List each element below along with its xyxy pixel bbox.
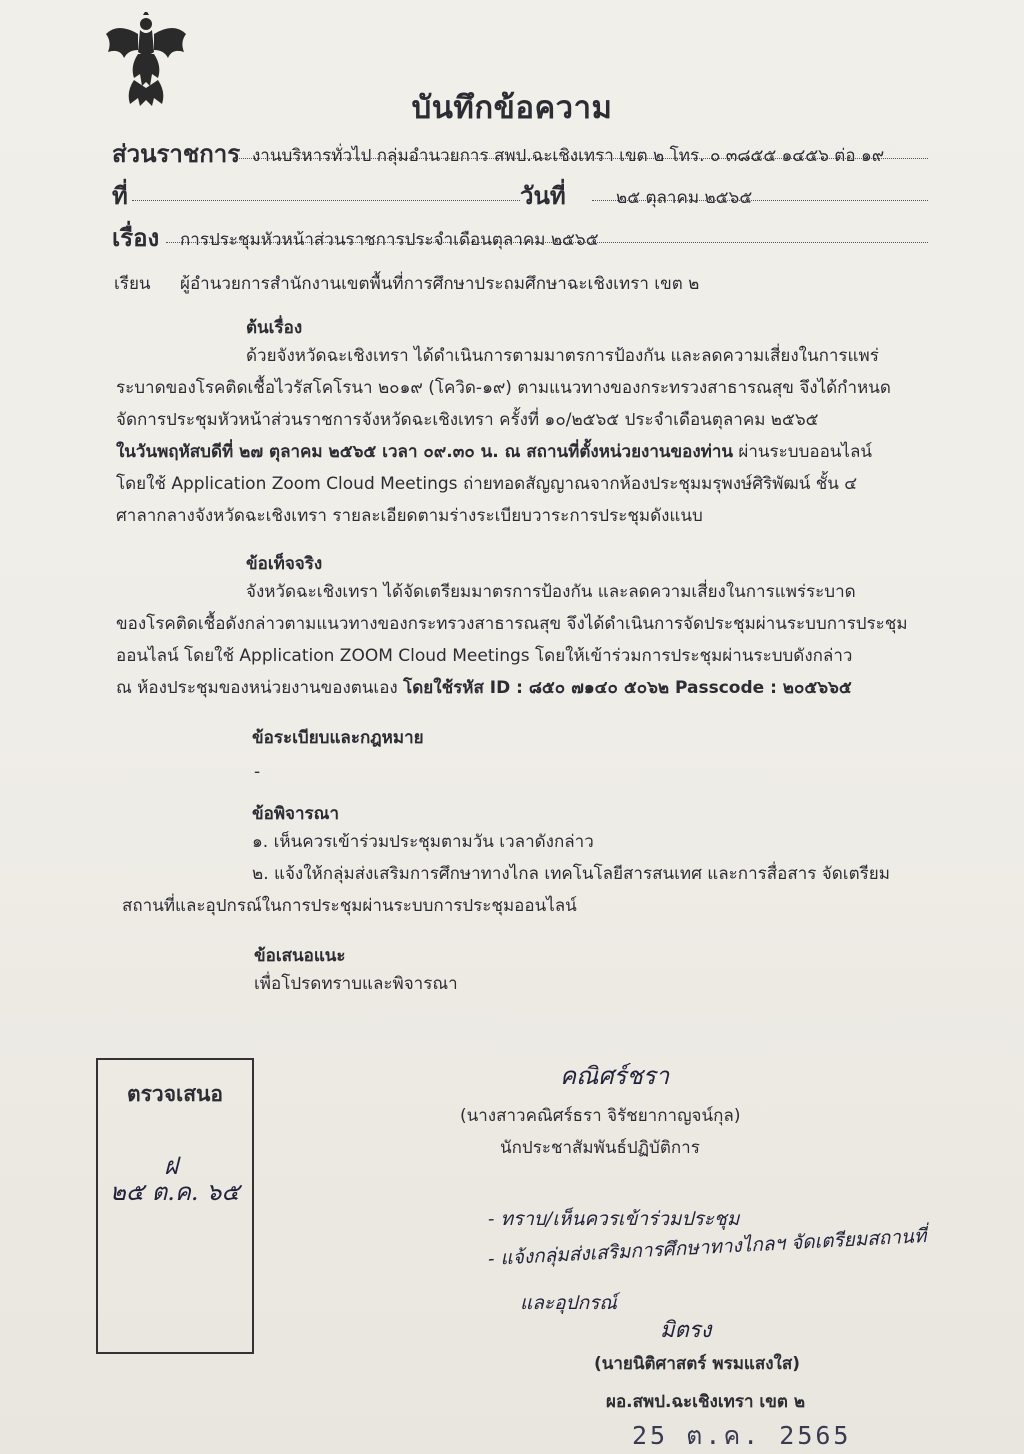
background-line-4 [116, 436, 872, 468]
facts-heading: ข้อเท็จจริง [246, 554, 323, 574]
regulations-heading: ข้อระเบียบและกฎหมาย [252, 728, 424, 748]
background-line-1: ด้วยจังหวัดฉะเชิงเทรา ได้ดำเนินการตามมาตรการป้องกัน และลดความเสี่ยงในการแพร่ [246, 346, 879, 366]
regulations-text: - [254, 762, 261, 782]
director-name: (นายนิติศาสตร์ พรมแสงใส) [594, 1354, 800, 1374]
consideration-item-2-cont: สถานที่และอุปกรณ์ในการประชุมผ่านระบบการประชุมออนไลน์ [122, 896, 577, 916]
signer-position: นักประชาสัมพันธ์ปฏิบัติการ [500, 1138, 700, 1158]
agency-label: ส่วนราชการ [112, 140, 241, 168]
subject-value: การประชุมหัวหน้าส่วนราชการประจำเดือนตุลาคม ๒๕๖๕ [180, 230, 599, 250]
director-note-line-2: - แจ้งกลุ่มส่งเสริมการศึกษาทางไกลฯ จัดเตรียมสถานที่ [487, 1225, 927, 1270]
background-line-6: ศาลากลางจังหวัดฉะเชิงเทรา รายละเอียดตามร่างระเบียบวาระการประชุมดังแนบ [116, 506, 703, 526]
background-line-3: จัดการประชุมหัวหน้าส่วนราชการจังหวัดฉะเชิงเทรา ครั้งที่ ๑๐/๒๕๖๕ ประจำเดือนตุลาคม ๒๕๖๕ [116, 410, 819, 430]
director-position: ผอ.สพป.ฉะเชิงเทรา เขต ๒ [606, 1392, 806, 1412]
suggestion-text: เพื่อโปรดทราบและพิจารณา [254, 974, 458, 994]
zoom-credentials: โดยใช้รหัส ID : ๘๕๐ ๗๑๔๐ ๕๐๖๒ Passcode : ๒๐๕๖๖๕ [403, 678, 852, 698]
date-value: ๒๕ ตุลาคม ๒๕๖๕ [616, 188, 753, 208]
director-signature: มิตรง [660, 1318, 712, 1343]
ref-label: ที่ [112, 182, 128, 210]
subject-label: เรื่อง [112, 224, 160, 252]
facts-line-4 [116, 672, 852, 704]
date-label: วันที่ [520, 182, 566, 210]
date-stamp: 25 ต.ค. 2565 [632, 1421, 852, 1450]
to-value: ผู้อำนวยการสำนักงานเขตพื้นที่การศึกษาประถมศึกษาฉะเชิงเทรา เขต ๒ [180, 274, 700, 294]
ref-underline [132, 200, 520, 201]
memo-title: บันทึกข้อความ [411, 90, 613, 126]
review-initial: ฝ [164, 1152, 179, 1180]
background-line-2: ระบาดของโรคติดเชื้อไวรัสโคโรนา ๒๐๑๙ (โควิด-๑๙) ตามแนวทางของกระทรวงสาธารณสุข จึงได้กำหนด [116, 378, 891, 398]
review-box [96, 1058, 254, 1354]
facts-line-2: ของโรคติดเชื้อดังกล่าวตามแนวทางของกระทรวงสาธารณสุข จึงได้ดำเนินการจัดประชุมผ่านระบบการประชุม [116, 614, 908, 634]
agency-value: งานบริหารทั่วไป กลุ่มอำนวยการ สพป.ฉะเชิงเทรา เขต ๒ โทร. ๐ ๓๘๕๕ ๑๔๕๖ ต่อ ๑๙ [252, 146, 885, 166]
facts-room-text: ณ ห้องประชุมของหน่วยงานของตนเอง [116, 678, 404, 698]
suggestion-heading: ข้อเสนอแนะ [254, 946, 346, 966]
facts-line-3: ออนไลน์ โดยใช้ Application ZOOM Cloud Meetings โดยให้เข้าร่วมการประชุมผ่านระบบดังกล่าว [116, 646, 853, 666]
consideration-item-2: ๒. แจ้งให้กลุ่มส่งเสริมการศึกษาทางไกล เทคโนโลยีสารสนเทศ และการสื่อสาร จัดเตรียม [252, 864, 890, 884]
director-note-line-3: และอุปกรณ์ [520, 1292, 617, 1314]
review-date: ๒๕ ต.ค. ๖๕ [110, 1178, 240, 1206]
meeting-datetime: ในวันพฤหัสบดีที่ ๒๗ ตุลาคม ๒๕๖๕ เวลา ๐๙.๓๐ น. ณ สถานที่ตั้งหน่วยงานของท่าน [116, 442, 733, 462]
to-label: เรียน [114, 274, 151, 294]
online-text: ผ่านระบบออนไลน์ [733, 442, 873, 462]
consideration-item-1: ๑. เห็นควรเข้าร่วมประชุมตามวัน เวลาดังกล่าว [252, 832, 594, 852]
review-box-title: ตรวจเสนอ [127, 1082, 223, 1106]
facts-line-1: จังหวัดฉะเชิงเทรา ได้จัดเตรียมมาตรการป้องกัน และลดความเสี่ยงในการแพร่ระบาด [246, 582, 856, 602]
signer-name: (นางสาวคณิศร์ธรา จิรัชยากาญจน์กุล) [460, 1106, 741, 1126]
director-note-line-1: - ทราบ/เห็นควรเข้าร่วมประชุม [488, 1208, 740, 1230]
background-heading: ต้นเรื่อง [246, 318, 303, 338]
considerations-heading: ข้อพิจารณา [252, 804, 339, 824]
signer-signature: คณิศร์ชรา [560, 1062, 670, 1090]
background-line-5: โดยใช้ Application Zoom Cloud Meetings ถ่ายทอดสัญญาณจากห้องประชุมมรุพงษ์ศิริพัฒน์ ชั้น ๔ [116, 474, 858, 494]
